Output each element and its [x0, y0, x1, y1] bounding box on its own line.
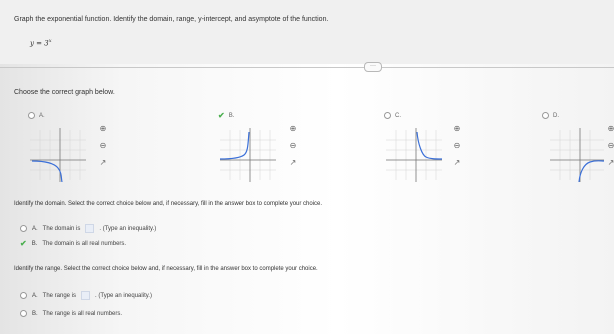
- magnifier-minus-icon[interactable]: ⊖: [99, 141, 107, 150]
- equation-exponent: x: [48, 38, 52, 44]
- graph-d-tools: [606, 124, 614, 168]
- graph-c-curve: [417, 132, 442, 159]
- option-a-radio[interactable]: [28, 112, 35, 119]
- option-c-radio[interactable]: [384, 112, 391, 119]
- option-c-row[interactable]: [384, 112, 401, 119]
- range-option-b-prefix: B.: [32, 310, 38, 317]
- magnifier-plus-icon[interactable]: ⊕: [607, 124, 614, 133]
- graph-b-tools: [288, 124, 298, 168]
- option-d-letter: D.: [553, 112, 559, 119]
- equation-base: y = 3: [30, 39, 49, 48]
- graph-c: [384, 126, 444, 182]
- check-mark-icon: ✔: [20, 239, 27, 248]
- magnifier-minus-icon[interactable]: ⊖: [453, 141, 461, 150]
- graph-d: [548, 126, 606, 182]
- option-a-letter: A.: [39, 112, 45, 119]
- range-option-a-radio[interactable]: [20, 292, 27, 299]
- graph-a: [28, 126, 88, 182]
- domain-option-a-text: The domain is: [42, 225, 81, 232]
- option-b-letter: B.: [228, 113, 235, 119]
- range-answer-box[interactable]: [81, 291, 90, 300]
- range-option-a-hint: . (Type an inequality.): [95, 292, 152, 299]
- graph-b: [218, 126, 278, 182]
- domain-option-a-prefix: A.: [32, 225, 38, 232]
- graph-b-curve: [220, 132, 249, 159]
- magnifier-plus-icon[interactable]: ⊕: [453, 124, 461, 133]
- range-option-a-text: The range is: [42, 292, 77, 299]
- external-link-icon[interactable]: ↗: [607, 158, 614, 167]
- choose-graph-prompt: Choose the correct graph below.: [14, 89, 115, 96]
- external-link-icon[interactable]: ↗: [453, 158, 461, 167]
- magnifier-minus-icon[interactable]: ⊖: [607, 141, 614, 150]
- graph-a-curve: [32, 161, 62, 182]
- option-d-radio[interactable]: [542, 112, 549, 119]
- range-option-a[interactable]: [20, 291, 152, 300]
- check-mark-icon: ✔: [218, 111, 225, 120]
- option-b-row[interactable]: [218, 112, 234, 120]
- domain-answer-box[interactable]: [85, 224, 94, 233]
- more-button[interactable]: ···: [364, 62, 382, 72]
- range-prompt: Identify the range. Select the correct choice below and, if necessary, fill in the answer box to complete your choice.: [14, 266, 318, 272]
- external-link-icon[interactable]: ↗: [99, 158, 107, 167]
- domain-prompt: Identify the domain. Select the correct choice below and, if necessary, fill in the answer box to complete your choice.: [14, 201, 323, 207]
- magnifier-plus-icon[interactable]: ⊕: [99, 124, 107, 133]
- domain-option-a-hint: . (Type an inequality.): [99, 225, 157, 232]
- section-divider: [0, 67, 614, 68]
- question-header: [0, 0, 614, 64]
- option-c-letter: C.: [395, 112, 401, 119]
- range-option-b-radio[interactable]: [20, 310, 27, 317]
- graph-d-curve: [579, 161, 604, 182]
- magnifier-minus-icon[interactable]: ⊖: [289, 141, 297, 150]
- domain-option-b-prefix: B.: [31, 241, 38, 247]
- question-text: Graph the exponential function. Identify the domain, range, y-intercept, and asymptote of the function.: [14, 16, 329, 23]
- domain-option-b[interactable]: [20, 240, 126, 248]
- option-d-row[interactable]: [542, 112, 559, 119]
- range-option-b-text: The range is all real numbers.: [42, 310, 123, 317]
- option-a-row[interactable]: [28, 112, 45, 119]
- magnifier-plus-icon[interactable]: ⊕: [289, 124, 297, 133]
- graph-c-tools: [452, 124, 462, 168]
- equation: [30, 38, 52, 47]
- domain-option-b-text: The domain is all real numbers.: [42, 241, 127, 247]
- range-option-b[interactable]: [20, 310, 122, 317]
- domain-option-a[interactable]: [20, 224, 156, 233]
- external-link-icon[interactable]: ↗: [289, 158, 297, 167]
- graph-a-tools: [98, 124, 108, 168]
- range-option-a-prefix: A.: [32, 292, 38, 299]
- domain-option-a-radio[interactable]: [20, 225, 27, 232]
